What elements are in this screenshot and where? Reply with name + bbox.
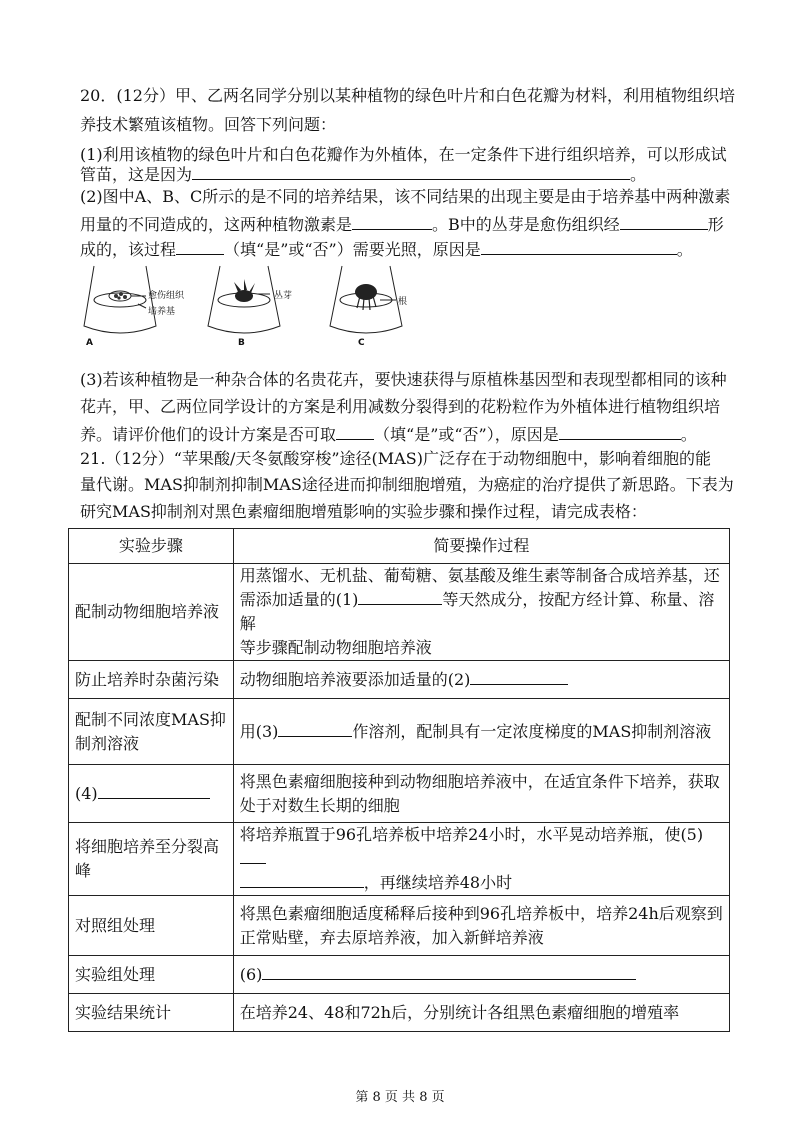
answer-blank-12[interactable] <box>240 847 266 864</box>
answer-blank-10[interactable] <box>278 720 352 737</box>
q21-line-1: 21.（12分）“苹果酸/天冬氨酸穿梭”途径(MAS)广泛存在于动物细胞中，影响着细胞的能 <box>80 449 711 468</box>
procedure-text <box>240 823 723 871</box>
procedure-fragment: ，再继续培养48小时 <box>363 873 513 892</box>
figure-letter-c: C <box>358 338 365 348</box>
table-row <box>69 994 730 1032</box>
table-row <box>69 564 730 661</box>
step-cell: 实验组处理 <box>69 956 234 994</box>
procedure-text: 将黑色素瘤细胞接种到动物细胞培养液中，在适宜条件下培养，获取 <box>239 771 720 791</box>
q20-line-5: (2)图中A、B、C所示的是不同的培养结果，该不同结果的出现主要是由于培养基中两种激素 <box>80 187 731 206</box>
table-header-row <box>69 529 730 564</box>
label-bud: 丛芽 <box>274 291 293 301</box>
table-row <box>69 823 730 896</box>
procedure-cell <box>233 699 729 765</box>
q20-line-9: 花卉，甲、乙两位同学设计的方案是利用减数分裂得到的花粉粒作为外植体进行植物组织培 <box>80 397 721 416</box>
table-row <box>69 661 730 699</box>
procedure-cell <box>233 956 729 994</box>
figure-letter-b: B <box>238 338 245 348</box>
procedure-cell <box>233 661 729 699</box>
procedure-text: 处于对数生长期的细胞 <box>239 795 400 815</box>
procedure-fragment: 等天然成分，按配方经计算、称量、溶解 <box>239 590 715 633</box>
step-text: 峰 <box>75 861 92 880</box>
answer-blank-2[interactable] <box>352 213 432 230</box>
q20-line-2: 养技术繁殖该植物。回答下列问题： <box>80 115 337 134</box>
procedure-text: 用蒸馏水、无机盐、葡萄糖、氨基酸及维生素等制备合成培养基，还 <box>239 566 720 585</box>
answer-blank-1[interactable] <box>192 163 630 180</box>
procedure-text <box>240 588 723 636</box>
figure-letter-a: A <box>86 338 93 348</box>
q20-line-7-text: 成的，该过程 <box>80 240 177 259</box>
procedure-text: 等步骤配制动物细胞培养液 <box>239 638 432 657</box>
q20-line-7 <box>80 238 740 260</box>
step-text: 将细胞培养至分裂高 <box>75 837 220 856</box>
step-cell: 防止培养时杂菌污染 <box>69 661 234 699</box>
answer-blank-11[interactable] <box>98 782 210 799</box>
answer-blank-7[interactable] <box>559 423 681 440</box>
q20-line-4-text: 管苗，这是因为 <box>80 165 193 184</box>
q20-line-1: 20．(12分）甲、乙两名同学分别以某种植物的绿色叶片和白色花瓣为材料，利用植物组织培 <box>80 86 735 105</box>
q20-line-6 <box>80 213 740 235</box>
procedure-fragment: 需添加适量的(1) <box>239 590 359 609</box>
answer-blank-6[interactable] <box>336 423 374 440</box>
label-root: 根 <box>398 297 408 307</box>
q20-line-3: (1)利用该植物的绿色叶片和白色花瓣作为外植体，在一定条件下进行组织培养，可以形成试 <box>80 145 727 164</box>
procedure-fragment: 用(3) <box>239 721 279 741</box>
step-cell <box>69 765 234 823</box>
answer-blank-13[interactable] <box>262 963 636 980</box>
table-row <box>69 765 730 823</box>
answer-blank-4[interactable] <box>176 238 224 255</box>
procedure-fragment: (6) <box>239 964 263 984</box>
q20-line-10-mid: （填“是”或“否”），原因是 <box>374 425 559 444</box>
answer-blank-12b[interactable] <box>240 871 364 888</box>
procedure-text: 正常贴壁，弃去原培养液，加入新鲜培养液 <box>239 927 544 947</box>
header-procedure: 简要操作过程 <box>233 529 729 564</box>
answer-blank-8[interactable] <box>358 588 442 605</box>
procedure-fragment: 动物细胞培养液要添加适量的(2) <box>239 669 471 689</box>
procedure-cell <box>233 896 729 956</box>
step-cell: 配制动物细胞培养液 <box>69 564 234 661</box>
procedure-cell <box>233 765 729 823</box>
q20-line-10-end: 。 <box>680 425 697 444</box>
q20-line-4-end: 。 <box>630 165 647 184</box>
culture-flasks-drawing <box>80 262 420 352</box>
header-step: 实验步骤 <box>69 529 234 564</box>
page-footer: 第 8 页 共 8 页 <box>355 1090 445 1105</box>
q21-line-2: 量代谢。MAS抑制剂抑制MAS途径进而抑制细胞增殖，为癌症的治疗提供了新思路。下表为 <box>80 475 734 494</box>
step-cell: 实验结果统计 <box>69 994 234 1032</box>
procedure-fragment: 作溶剂，配制具有一定浓度梯度的MAS抑制剂溶液 <box>352 721 712 741</box>
procedure-text <box>240 871 723 895</box>
procedure-fragment: 将培养瓶置于96孔培养板中培养24小时，水平晃动培养瓶，使(5) <box>239 825 704 844</box>
q20-line-7-mid: （填“是”或“否”）需要光照，原因是 <box>224 240 481 259</box>
label-medium: 培养基 <box>148 307 176 317</box>
step-fragment: (4) <box>75 783 98 803</box>
q20-line-7-end: 。 <box>676 240 693 259</box>
procedure-cell <box>233 564 729 661</box>
table-row <box>69 896 730 956</box>
q20-line-10-text: 养。请评价他们的设计方案是否可取 <box>80 425 337 444</box>
q20-line-8: (3)若该种植物是一种杂合体的名贵花卉，要快速获得与原植株基因型和表现型都相同的该种 <box>80 370 727 389</box>
procedure-cell: 在培养24、48和72h后，分别统计各组黑色素瘤细胞的增殖率 <box>233 994 729 1032</box>
table-row <box>69 956 730 994</box>
step-cell: 对照组处理 <box>69 896 234 956</box>
q21-line-3: 研究MAS抑制剂对黑色素瘤细胞增殖影响的实验步骤和操作过程，请完成表格： <box>80 502 647 521</box>
procedure-cell <box>233 823 729 896</box>
q20-line-10 <box>80 423 740 445</box>
step-cell <box>69 699 234 765</box>
answer-blank-9[interactable] <box>470 668 568 685</box>
table-row <box>69 699 730 765</box>
q20-line-4 <box>80 163 740 185</box>
q20-line-6-mid: 。B中的丛芽是愈伤组织经 <box>432 215 620 234</box>
answer-blank-3[interactable] <box>620 213 708 230</box>
experiment-table <box>68 528 730 1032</box>
step-text: 制剂溶液 <box>75 733 140 753</box>
culture-figure <box>80 262 420 352</box>
q20-line-6-text: 用量的不同造成的，这两种植物激素是 <box>80 215 353 234</box>
label-callus: 愈伤组织 <box>148 291 185 301</box>
step-cell <box>69 823 234 896</box>
procedure-text: 将黑色素瘤细胞适度稀释后接种到96孔培养板中，培养24h后观察到 <box>239 903 723 923</box>
answer-blank-5[interactable] <box>481 238 677 255</box>
q20-line-6-end: 形 <box>707 215 724 234</box>
step-text: 配制不同浓度MAS抑 <box>75 709 226 729</box>
